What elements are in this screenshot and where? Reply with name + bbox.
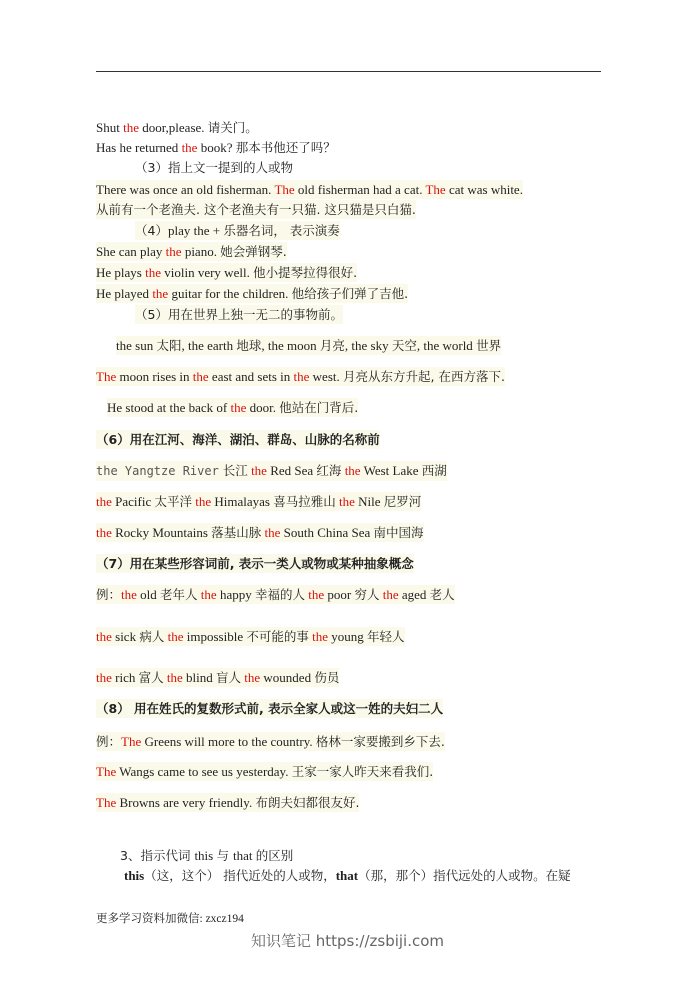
text-segment: Has he returned	[96, 140, 182, 155]
text-segment: that	[335, 868, 359, 883]
article-highlight: The	[274, 182, 295, 197]
text-segment: happy	[216, 587, 255, 602]
footer-note: 更多学习资料加微信: zxcz194	[96, 913, 244, 925]
text-line	[120, 846, 293, 865]
text-segment: 老人	[429, 587, 455, 602]
text-segment: 从前有一个老渔夫. 这个老渔夫有一只猫. 这只猫是只白猫.	[96, 202, 416, 217]
article-highlight: the	[145, 265, 161, 280]
text-segment: piano.	[181, 244, 221, 259]
text-line	[96, 200, 416, 219]
text-segment: cat was white.	[445, 182, 523, 197]
text-segment: this	[194, 848, 217, 863]
text-segment: 地球	[236, 338, 262, 353]
text-segment: 他给孩子们弹了吉他.	[291, 286, 409, 301]
article-highlight: the	[123, 120, 139, 135]
text-segment: , the earth	[181, 338, 237, 353]
text-segment: 世界	[476, 338, 502, 353]
article-highlight: the	[251, 463, 267, 478]
text-segment: 请关门。	[207, 120, 258, 135]
text-segment: （4）	[135, 223, 168, 238]
text-segment: sick	[111, 629, 140, 644]
text-segment: She can play	[96, 244, 166, 259]
text-segment: （3）指上文一提到的人或物	[135, 160, 293, 175]
text-line	[96, 732, 445, 751]
text-line	[96, 461, 447, 481]
article-highlight: the	[293, 369, 310, 384]
text-segment: 盲人	[216, 670, 242, 685]
text-segment: moon rises in	[116, 369, 193, 384]
text-line	[135, 158, 293, 177]
text-segment: 她会弹钢琴.	[220, 244, 287, 259]
text-segment: 天空	[391, 338, 417, 353]
text-segment: Greens will more to the country.	[141, 734, 316, 749]
article-highlight: The	[96, 369, 117, 384]
text-segment: Red Sea	[266, 463, 317, 478]
text-segment: Nile	[354, 494, 384, 509]
text-segment: 与	[216, 848, 233, 863]
text-segment: 穷人	[354, 587, 380, 602]
article-highlight: the	[344, 463, 361, 478]
text-line	[96, 627, 405, 646]
text-segment: , the world	[416, 338, 477, 353]
text-line	[124, 866, 571, 885]
text-segment: Shut	[96, 120, 124, 135]
article-highlight: the	[96, 525, 112, 540]
text-segment: 长江	[218, 463, 248, 478]
article-highlight: the	[230, 400, 247, 415]
article-highlight: the	[96, 494, 112, 509]
text-segment: 布朗夫妇都很友好.	[255, 795, 360, 810]
text-segment: 月亮从东方升起, 在西方落下.	[343, 369, 505, 384]
text-segment: Pacific	[111, 494, 155, 509]
text-line	[96, 492, 421, 511]
text-line	[96, 242, 287, 261]
text-segment: 年轻人	[367, 629, 405, 644]
text-segment: 他小提琴拉得很好.	[253, 265, 358, 280]
text-segment: rich	[111, 670, 139, 685]
text-segment: impossible	[183, 629, 247, 644]
article-highlight: the	[96, 629, 112, 644]
text-segment: 3、指示代词	[120, 848, 195, 863]
text-segment: （5）用在世界上独一无二的事物前。	[135, 307, 343, 322]
text-line	[135, 221, 340, 240]
text-line	[96, 180, 523, 199]
text-segment: 那本书他还了吗？	[235, 140, 336, 155]
text-segment: 王家一家人昨天来看我们.	[291, 764, 434, 779]
text-line	[96, 263, 357, 282]
text-line	[96, 138, 336, 157]
text-segment: 不可能的事	[246, 629, 309, 644]
text-segment: There was once an old fisherman.	[96, 182, 275, 197]
watermark: 知识笔记 https://zsbiji.com	[250, 932, 445, 950]
text-segment: 的区别	[255, 848, 294, 863]
text-segment: west.	[309, 369, 343, 384]
text-segment: 老年人	[160, 587, 198, 602]
text-segment: 红海	[316, 463, 342, 478]
text-segment: He plays	[96, 265, 146, 280]
article-highlight: the	[264, 525, 281, 540]
text-segment: （这，这个） 指代近处的人或物，	[144, 868, 336, 883]
article-highlight: the	[181, 140, 198, 155]
text-segment: aged	[398, 587, 430, 602]
text-segment: old fisherman had a cat.	[294, 182, 426, 197]
text-segment: 他站在门背后.	[279, 400, 359, 415]
article-highlight: the	[192, 369, 209, 384]
article-highlight: the	[339, 494, 355, 509]
text-segment: east and sets in	[208, 369, 294, 384]
text-line	[96, 118, 258, 137]
text-segment: （那，那个）指代远处的人或物。在疑	[358, 868, 571, 883]
text-segment: 伤员	[314, 670, 340, 685]
text-segment: book?	[197, 140, 236, 155]
text-segment: 落基山脉	[211, 525, 262, 540]
text-segment: the sun	[116, 338, 157, 353]
text-segment: 乐器名词， 表示演奏	[223, 223, 340, 238]
text-segment: this	[124, 868, 145, 883]
text-segment: play the +	[167, 223, 224, 238]
text-segment: He played	[96, 286, 153, 301]
text-line	[116, 336, 501, 355]
article-highlight: the	[195, 494, 212, 509]
text-line	[135, 305, 343, 324]
text-segment: 幸福的人	[254, 587, 305, 602]
text-segment: He stood at the back of	[107, 400, 231, 415]
text-segment: South China Sea	[280, 525, 374, 540]
text-segment: 富人	[138, 670, 164, 685]
article-highlight: The	[425, 182, 446, 197]
article-highlight: the	[121, 587, 137, 602]
article-highlight: the	[244, 670, 261, 685]
text-segment: old	[136, 587, 161, 602]
text-segment: 喜马拉雅山	[273, 494, 336, 509]
text-segment: 太平洋	[154, 494, 192, 509]
text-line	[96, 699, 443, 718]
text-segment: （7）用在某些形容词前, 表示一类人或物或某种抽象概念	[96, 556, 414, 571]
text-line	[96, 523, 424, 542]
article-highlight: the	[312, 629, 328, 644]
text-segment: young	[328, 629, 367, 644]
text-segment: 格林一家要搬到乡下去.	[315, 734, 445, 749]
article-highlight: The	[96, 795, 117, 810]
article-highlight: the	[166, 670, 183, 685]
article-highlight: the	[165, 244, 182, 259]
article-highlight: the	[200, 587, 217, 602]
text-segment: blind	[182, 670, 216, 685]
text-line	[96, 284, 408, 303]
text-segment: , the moon	[261, 338, 320, 353]
text-segment: 西湖	[421, 463, 447, 478]
article-highlight: the	[152, 286, 169, 301]
text-segment: poor	[324, 587, 355, 602]
text-segment: 尼罗河	[383, 494, 422, 509]
text-segment: that	[232, 848, 256, 863]
text-segment: the Yangtze River	[96, 464, 219, 478]
text-line	[96, 668, 339, 687]
header-rule	[96, 71, 601, 72]
text-segment: Wangs came to see us yesterday.	[116, 764, 292, 779]
text-segment: Himalayas	[211, 494, 274, 509]
text-segment: door.	[246, 400, 280, 415]
text-segment: 南中国海	[373, 525, 424, 540]
article-highlight: The	[96, 764, 117, 779]
article-highlight: The	[121, 734, 142, 749]
article-highlight: the	[167, 629, 184, 644]
text-segment: West Lake	[360, 463, 422, 478]
text-line	[96, 367, 505, 386]
text-segment: 月亮	[319, 338, 345, 353]
text-segment: , the sky	[344, 338, 392, 353]
text-segment: Rocky Mountains	[111, 525, 212, 540]
text-segment: 例：	[96, 587, 122, 602]
text-segment: 太阳	[156, 338, 182, 353]
text-line	[107, 398, 358, 417]
text-segment: 例：	[96, 734, 122, 749]
article-highlight: the	[308, 587, 325, 602]
article-highlight: the	[96, 670, 112, 685]
text-line	[96, 762, 433, 781]
text-segment: door,please.	[138, 120, 208, 135]
text-segment: wounded	[260, 670, 315, 685]
text-segment: （6）用在江河、海洋、湖泊、群岛、山脉的名称前	[96, 432, 380, 447]
text-segment: （8） 用在姓氏的复数形式前, 表示全家人或这一姓的夫妇二人	[96, 701, 444, 716]
text-segment: guitar for the children.	[168, 286, 292, 301]
text-line	[96, 430, 380, 449]
text-segment: Browns are very friendly.	[116, 795, 256, 810]
text-line	[96, 793, 359, 812]
text-segment: violin very well.	[161, 265, 254, 280]
text-line	[96, 585, 455, 604]
text-line	[96, 554, 414, 573]
article-highlight: the	[382, 587, 399, 602]
text-segment: 病人	[139, 629, 165, 644]
